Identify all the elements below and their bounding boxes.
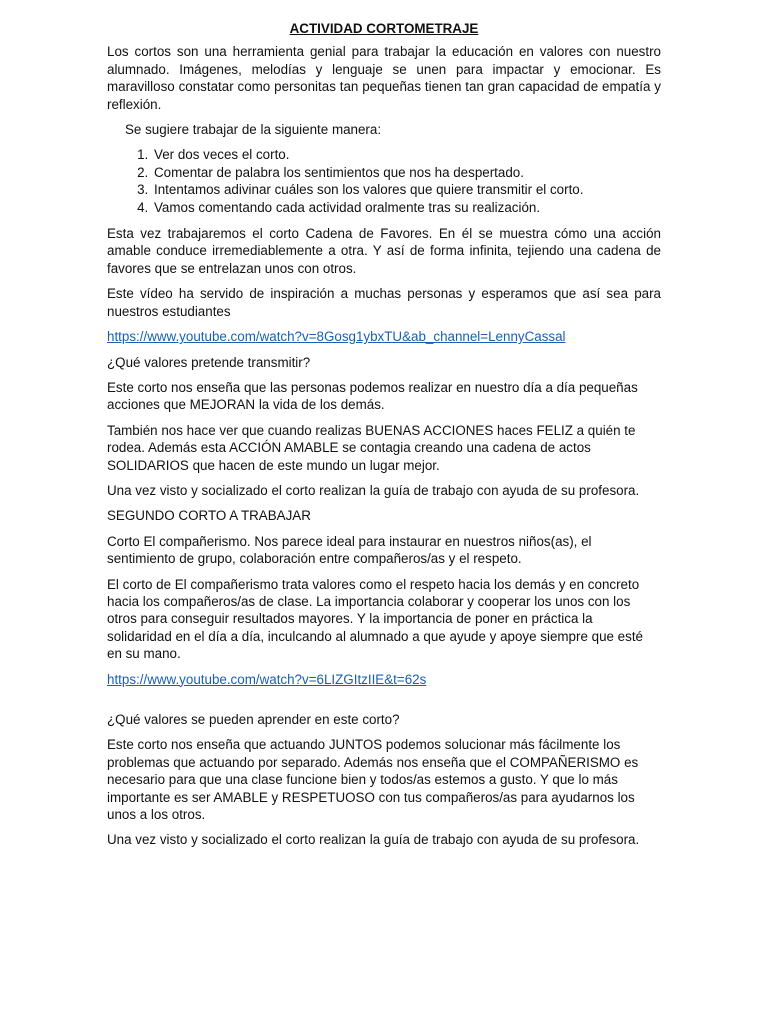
youtube-link-1[interactable]: https://www.youtube.com/watch?v=8Gosg1ybxTU&ab_channel=LennyCassal [107, 329, 566, 345]
list-item: 2. Comentar de palabra los sentimientos que nos ha despertado. [152, 164, 661, 181]
answer-1-paragraph: Este corto nos enseña que las personas podemos realizar en nuestro día a día pequeñas acciones que MEJORAN la vida de los demás. [107, 379, 638, 413]
inspiration-paragraph: Este vídeo ha servido de inspiración a muchas personas y esperamos que así sea para nuestros estudiantes [107, 286, 661, 319]
spacer [107, 696, 661, 711]
question-1: ¿Qué valores pretende transmitir? [107, 354, 311, 370]
list-item: 1. Ver dos veces el corto. [152, 146, 661, 163]
question-2: ¿Qué valores se pueden aprender en este corto? [107, 712, 400, 727]
socializado-paragraph-2: Una vez visto y socializado el corto realizan la guía de trabajo con ayuda de su profesora. [107, 832, 640, 848]
intro-paragraph: Los cortos son una herramienta genial para trabajar la educación en valores con nuestro alumnado. Imágenes, melodías y lenguaje se unen para impactar y emocionar. Es maravilloso constatar como personitas tan pequeñas tienen tan gran capacidad de empatía y reflexión. [107, 44, 661, 112]
second-heading: SEGUNDO CORTO A TRABAJAR [107, 508, 311, 524]
list-item: 3. Intentamos adivinar cuáles son los valores que quiere transmitir el corto. [152, 181, 661, 198]
answer-3-paragraph: Este corto nos enseña que actuando JUNTOS podemos solucionar más fácilmente los problemas que actuando por separado. Además nos enseña que el COMPAÑERISMO es necesario para que una clase funcione bien y todos/as estemos a gusto. Y que lo más importante es ser AMABLE y RESPETUOSO con tus compañeros/as para ayudarnos los unos a los otros. [107, 737, 639, 823]
answer-2-paragraph: También nos hace ver que cuando realizas BUENAS ACCIONES haces FELIZ a quién te rodea. Además esta ACCIÓN AMABLE se contagia creando una cadena de actos SOLIDARIOS que hacen de este mundo un lugar mejor. [107, 422, 636, 473]
companerismo-values-paragraph: El corto de El compañerismo trata valores como el respeto hacia los demás y en concreto hacia los compañeros/as de clase. La importancia colaborar y cooperar los unos con los otros para conseguir resultados mayores. Y la importancia de poner en práctica la solidaridad en el día a día, inculcando al alumnado a que ayude y apoye siempre que esté en su mano. [107, 576, 643, 662]
link2-paragraph [107, 671, 661, 688]
companerismo-intro-paragraph: Corto El compañerismo. Nos parece ideal para instaurar en nuestros niños(as), el sentimiento de grupo, colaboración entre compañeros/as y el respeto. [107, 533, 592, 567]
document-title: ACTIVIDAD CORTOMETRAJE [289, 21, 479, 36]
socializado-paragraph-1: Una vez visto y socializado el corto realizan la guía de trabajo con ayuda de su profesora. [107, 482, 640, 498]
steps-list [107, 146, 661, 216]
list-item: 4. Vamos comentando cada actividad oralmente tras su realización. [152, 199, 661, 216]
cadena-paragraph: Esta vez trabajaremos el corto Cadena de Favores. En él se muestra cómo una acción amable conduce irremediablemente a otra. Y así de forma infinita, tejiendo una cadena de favores que se entrelazan unos con otros. [107, 226, 661, 276]
youtube-link-2[interactable]: https://www.youtube.com/watch?v=6LIZGItzIIE&t=62s [107, 671, 427, 687]
suggestion-line: Se sugiere trabajar de la siguiente manera: [125, 122, 382, 138]
link1-paragraph [107, 328, 661, 345]
